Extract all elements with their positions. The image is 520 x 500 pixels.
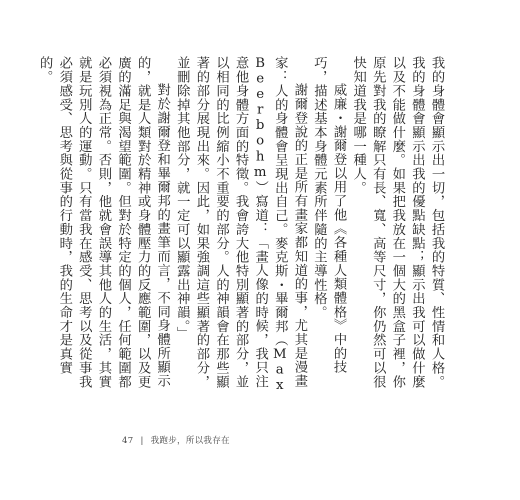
paragraph-2: 威廉・謝爾登以用了他《各種人類體格》中的技巧，描述基本身體元素所伴隨的主導性格。 xyxy=(311,56,347,374)
page-footer xyxy=(122,434,230,446)
running-title: 我跑步，所以我存在 xyxy=(150,436,230,446)
paragraph-1: 我的身體會顯示出一切，包括我的特質、性情和人格。我的身體會顯示出我的優點缺點；顯示出我可以做什麼以及不能做什麼。如果把我放在一個大的黑盒子裡，你原先對我的瞭解只有長、寬、高等尺寸，你仍然可以很快知道我是哪一種人。 xyxy=(350,56,444,389)
footer-separator: | xyxy=(140,436,144,446)
body-text xyxy=(35,56,446,396)
paragraph-4: 對於謝爾登和畢爾邦的畫筆而言，不同身體所顯示的，就是人類對於精神或身體壓力的反應範圍，以及更廣的滿足與渴望範圍。但對於特定的個人，任何範圍都必須視為正常。否則，他就會誤導其他人的生活，其實就是玩別人的運動。只有當我在感受、思考以及從事我必須感受、思考與從事的行動時，我的生命才是真實的。 xyxy=(37,56,170,389)
paragraph-3: 謝爾登說的正是所有畫家都知道的事，尤其是漫畫家：人的身體會呈現出自己。麥克斯・畢爾邦（Max Beerbohm）寫道：「畫人像的時候，我只注意他身體方面的特徵。我會誇大他特別顯著的部分，並以相同的比例縮小不重要的部分。人的神韻會在那些顯著的部分展現出來。因此，如果強調這些顯著的部分，並刪除掉其他部分，就一定可以顯露出神韻。」 xyxy=(174,56,307,394)
page-number: 47 xyxy=(122,436,134,446)
